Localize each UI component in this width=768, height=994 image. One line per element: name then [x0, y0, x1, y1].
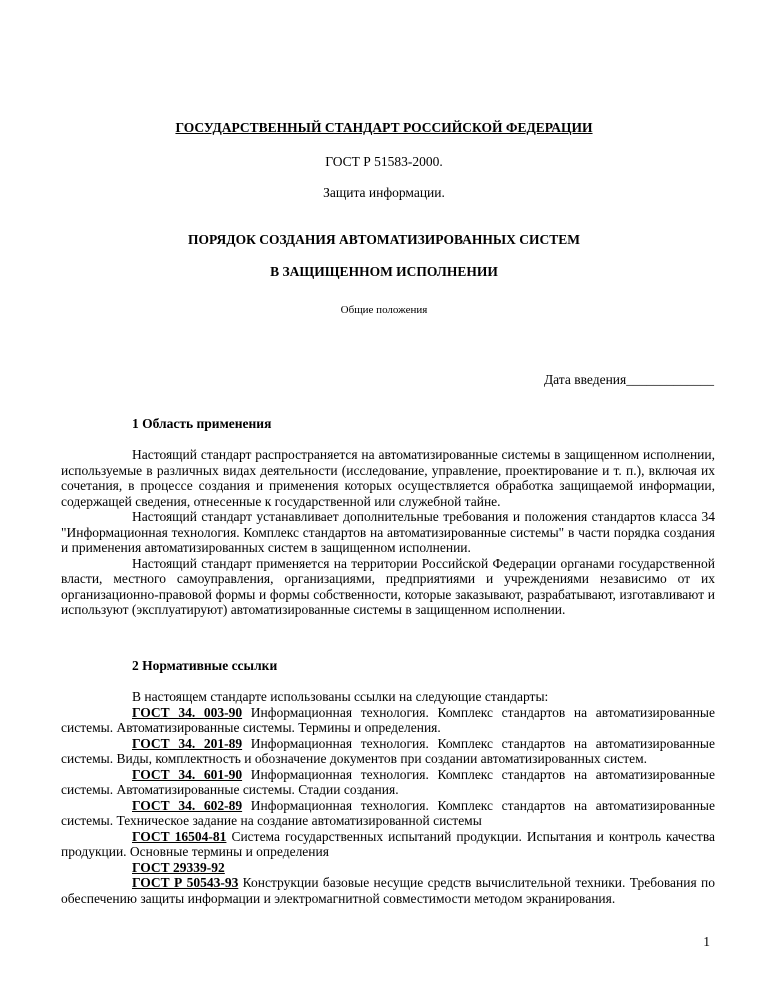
section-1-paragraph: Настоящий стандарт распространяется на автоматизированные системы в защищенном исполнении, используемые в различных видах деятельности (исследование, управление, проектирование и т. п.), включая их сочетания, в процессе создания и применения которых осуществляется обработка защищаемой информации, содержащей сведения, отнесенные к государственной или служебной тайне.: [61, 447, 715, 509]
section-1-heading: 1 Область применения: [132, 416, 272, 431]
document-title-line2: В ЗАЩИЩЕННОМ ИСПОЛНЕНИИ: [270, 264, 498, 279]
reference-code: ГОСТ 34. 602-89: [132, 797, 243, 813]
reference-code: ГОСТ 34. 201-89: [132, 735, 243, 751]
reference-title: Конструкции базовые несущие средств вычислительной техники. Требования по обеспечению защиты информации и электромагнитной совместимости методом экранирования.: [61, 875, 715, 906]
reference-item: [61, 829, 715, 860]
references-intro: В настоящем стандарте использованы ссылки на следующие стандарты:: [132, 689, 549, 704]
standard-topic: Защита информации.: [323, 185, 445, 200]
reference-item: [61, 860, 715, 876]
section-1-paragraph: Настоящий стандарт устанавливает дополнительные требования и положения стандартов класса 34 "Информационная технология. Комплекс стандартов на автоматизированные системы" в части порядка создания и применения автоматизированных систем в защищенном исполнении.: [61, 509, 715, 555]
reference-item: [61, 875, 715, 906]
reference-item: [61, 705, 715, 736]
reference-title: Информационная технология. Комплекс стандартов на автоматизированные системы. Техническое задание на создание автоматизированной системы: [61, 797, 715, 828]
reference-code: ГОСТ Р 50543-93: [132, 875, 239, 890]
document-title-line1: ПОРЯДОК СОЗДАНИЯ АВТОМАТИЗИРОВАННЫХ СИСТЕМ: [187, 232, 581, 247]
reference-title: Система государственных испытаний продукции. Испытания и контроль качества продукции. Основные термины и определения: [61, 828, 716, 859]
reference-title: Информационная технология. Комплекс стандартов на автоматизированные системы. Виды, комплектность и обозначение документов при создании автоматизированных систем.: [61, 735, 715, 766]
section-2-heading: 2 Нормативные ссылки: [132, 658, 278, 673]
reference-item: [61, 736, 715, 767]
standard-number: ГОСТ Р 51583-2000.: [325, 154, 443, 169]
reference-title: Информационная технология. Комплекс стандартов на автоматизированные системы. Автоматизированные системы. Стадии создания.: [61, 766, 715, 797]
page-number: 1: [703, 934, 710, 949]
reference-code: ГОСТ 29339-92: [132, 859, 225, 875]
section-1-paragraph: Настоящий стандарт применяется на территории Российской Федерации органами государственной власти, местного самоуправления, организациями, предприятиями и учреждениями независимо от их организационно-правовой формы и формы собственности, которые заказывают, разрабатывают, изготавливают и используют (эксплуатируют) автоматизированные системы в защищенном исполнении.: [61, 555, 715, 617]
section-2-body: [61, 689, 715, 906]
reference-code: ГОСТ 34. 003-90: [132, 704, 243, 720]
document-subtitle: Общие положения: [340, 304, 428, 316]
section-1-body: [61, 447, 715, 618]
reference-title: Информационная технология. Комплекс стандартов на автоматизированные системы. Автоматизированные системы. Термины и определения.: [61, 704, 715, 735]
reference-item: [61, 798, 715, 829]
standard-header: ГОСУДАРСТВЕННЫЙ СТАНДАРТ РОССИЙСКОЙ ФЕДЕРАЦИИ: [175, 120, 593, 135]
reference-item: [61, 767, 715, 798]
introduction-date: Дата введения_____________: [543, 372, 714, 387]
reference-code: ГОСТ 34. 601-90: [132, 766, 243, 782]
reference-code: ГОСТ 16504-81: [132, 828, 227, 844]
